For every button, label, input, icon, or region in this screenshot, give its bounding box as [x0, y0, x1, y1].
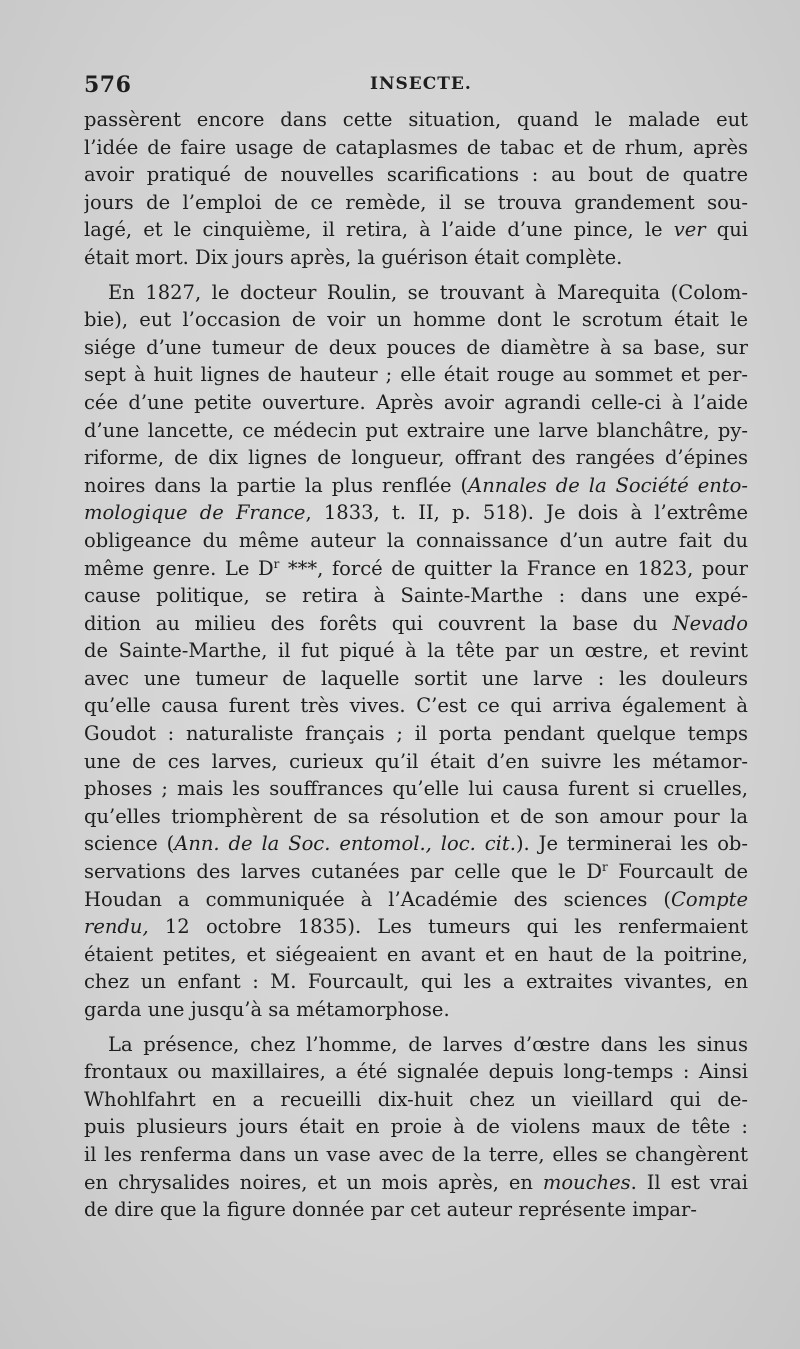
text-line: [84, 1141, 748, 1169]
text-line: [84, 472, 748, 500]
italic-text: ver: [673, 218, 706, 242]
text-run: ***, forcé de quitter la France en 1823, pour: [279, 556, 748, 580]
italic-text: rendu,: [84, 915, 149, 939]
italic-text: Nevado: [672, 611, 748, 635]
text-line: [84, 582, 748, 610]
text-run: qu’elles triomphèrent de sa résolution et de son amour pour la: [84, 804, 748, 828]
italic-text: Annales de la Société ento-: [468, 473, 748, 497]
text-line: [84, 106, 748, 134]
paragraph: [84, 1031, 748, 1224]
text-line: [84, 830, 748, 858]
page-number: 576: [84, 72, 132, 98]
text-run: garda une jusqu’à sa métamorphose.: [84, 998, 450, 1021]
superscript: r: [602, 860, 608, 875]
text-run: frontaux ou maxillaires, a été signalée depuis long-temps : Ainsi: [84, 1060, 748, 1084]
paragraph: [84, 279, 748, 1024]
text-line: [84, 803, 748, 831]
page-header: [84, 72, 748, 100]
text-line: [84, 334, 748, 362]
text-run: science (: [84, 832, 175, 856]
text-line: [84, 637, 748, 665]
text-line: [84, 444, 748, 472]
text-line: [84, 775, 748, 803]
text-line: [84, 968, 748, 996]
text-line: [84, 499, 748, 527]
text-run: de Sainte-Marthe, il fut piqué à la tête par un œstre, et revint: [84, 639, 748, 663]
text-run: cée d’une petite ouverture. Après avoir agrandi celle-ci à l’aide: [84, 390, 748, 414]
text-line: [84, 665, 748, 693]
text-run: qu’elle causa furent très vives. C’est ce qui arriva également à: [84, 694, 748, 718]
text-run: Whohlfahrt en a recueilli dix-huit chez un vieillard qui de-: [84, 1087, 748, 1111]
text-line: [84, 389, 748, 417]
text-line: [84, 417, 748, 445]
text-run: dition au milieu des forêts qui couvrent la base du: [84, 611, 673, 635]
italic-text: mouches: [542, 1170, 631, 1194]
text-line: [84, 279, 748, 307]
text-line: [84, 748, 748, 776]
text-run: lagé, et le cinquième, il retira, à l’aide d’une pince, le: [84, 218, 674, 242]
text-run: cause politique, se retira à Sainte-Marthe : dans une expé-: [84, 584, 748, 608]
text-line: [84, 134, 748, 162]
text-line: [84, 244, 748, 272]
text-run: il les renferma dans un vase avec de la terre, elles se changèrent: [84, 1142, 748, 1166]
text-line: [84, 1113, 748, 1141]
italic-text: Compte: [670, 887, 748, 911]
text-run: passèrent encore dans cette situation, quand le malade eut: [84, 108, 748, 131]
paragraph: [84, 106, 748, 272]
text-line: [84, 555, 748, 583]
text-run: , 1833, t. II, p. 518). Je dois à l’extrême: [305, 501, 748, 525]
text-run: chez un enfant : M. Fourcault, qui les a extraites vivantes, en: [84, 970, 748, 994]
text-run: puis plusieurs jours était en proie à de violens maux de tête :: [84, 1115, 748, 1139]
text-run: noires dans la partie la plus renflée (: [84, 473, 469, 497]
text-run: avec une tumeur de laquelle sortit une larve : les douleurs: [84, 666, 748, 690]
text-run: une de ces larves, curieux qu’il était d’en suivre les métamor-: [84, 749, 748, 773]
text-line: [84, 1058, 748, 1086]
text-line: [84, 1031, 748, 1059]
text-line: [84, 1196, 748, 1224]
text-line: [84, 527, 748, 555]
text-run: en chrysalides noires, et un mois après, en: [84, 1170, 543, 1194]
text-run: même genre. Le D: [84, 556, 274, 580]
text-run: sept à huit lignes de hauteur ; elle était rouge au sommet et per-: [84, 363, 748, 387]
text-line: [84, 306, 748, 334]
text-run: servations des larves cutanées par celle que le D: [84, 860, 602, 884]
running-title: INSECTE.: [370, 74, 472, 94]
italic-text: mologique de France: [84, 501, 306, 525]
text-run: 12 octobre 1835). Les tumeurs qui les renfermaient: [148, 915, 748, 939]
text-run: étaient petites, et siégeaient en avant et en haut de la poitrine,: [84, 942, 748, 966]
text-run: qui: [705, 218, 748, 242]
text-line: [84, 161, 748, 189]
text-run: l’idée de faire usage de cataplasmes de tabac et de rhum, après: [84, 135, 748, 159]
text-line: [84, 610, 748, 638]
text-run: jours de l’emploi de ce remède, il se trouva grandement sou-: [84, 190, 748, 214]
text-line: [84, 1169, 748, 1197]
text-run: obligeance du même auteur la connaissance d’un autre fait du: [84, 528, 748, 552]
text-run: de dire que la figure donnée par cet auteur représente impar-: [84, 1198, 697, 1222]
text-line: [84, 858, 748, 886]
text-line: [84, 886, 748, 914]
text-run: phoses ; mais les souffrances qu’elle lui causa furent si cruelles,: [84, 777, 748, 801]
text-line: [84, 692, 748, 720]
text-line: [84, 913, 748, 941]
text-run: siége d’une tumeur de deux pouces de diamètre à sa base, sur: [84, 335, 748, 359]
text-run: Goudot : naturaliste français ; il porta pendant quelque temps: [84, 722, 748, 746]
text-run: ). Je terminerai les ob-: [515, 832, 748, 856]
text-line: [84, 720, 748, 748]
text-run: riforme, de dix lignes de longueur, offrant des rangées d’épines: [84, 446, 748, 470]
text-line: [84, 996, 748, 1024]
text-line: [84, 216, 748, 244]
text-line: [84, 941, 748, 969]
text-run: La présence, chez l’homme, de larves d’œstre dans les sinus: [108, 1032, 748, 1056]
text-line: [84, 1086, 748, 1114]
text-run: avoir pratiqué de nouvelles scarifications : au bout de quatre: [84, 163, 748, 187]
text-run: d’une lancette, ce médecin put extraire une larve blanchâtre, py-: [84, 418, 748, 442]
superscript: r: [273, 556, 280, 571]
italic-text: Ann. de la Soc. entomol., loc. cit.: [174, 832, 516, 856]
text-run: était mort. Dix jours après, la guérison était complète.: [84, 245, 623, 269]
text-run: Fourcault de: [607, 860, 748, 884]
text-run: bie), eut l’occasion de voir un homme dont le scrotum était le: [84, 308, 748, 332]
body-text: [84, 106, 748, 1224]
text-run: Houdan a communiquée à l’Académie des sciences (: [84, 887, 671, 911]
text-line: [84, 361, 748, 389]
text-line: [84, 189, 748, 217]
text-run: En 1827, le docteur Roulin, se trouvant à Marequita (Colom-: [108, 280, 748, 304]
text-run: . Il est vrai: [630, 1170, 748, 1194]
